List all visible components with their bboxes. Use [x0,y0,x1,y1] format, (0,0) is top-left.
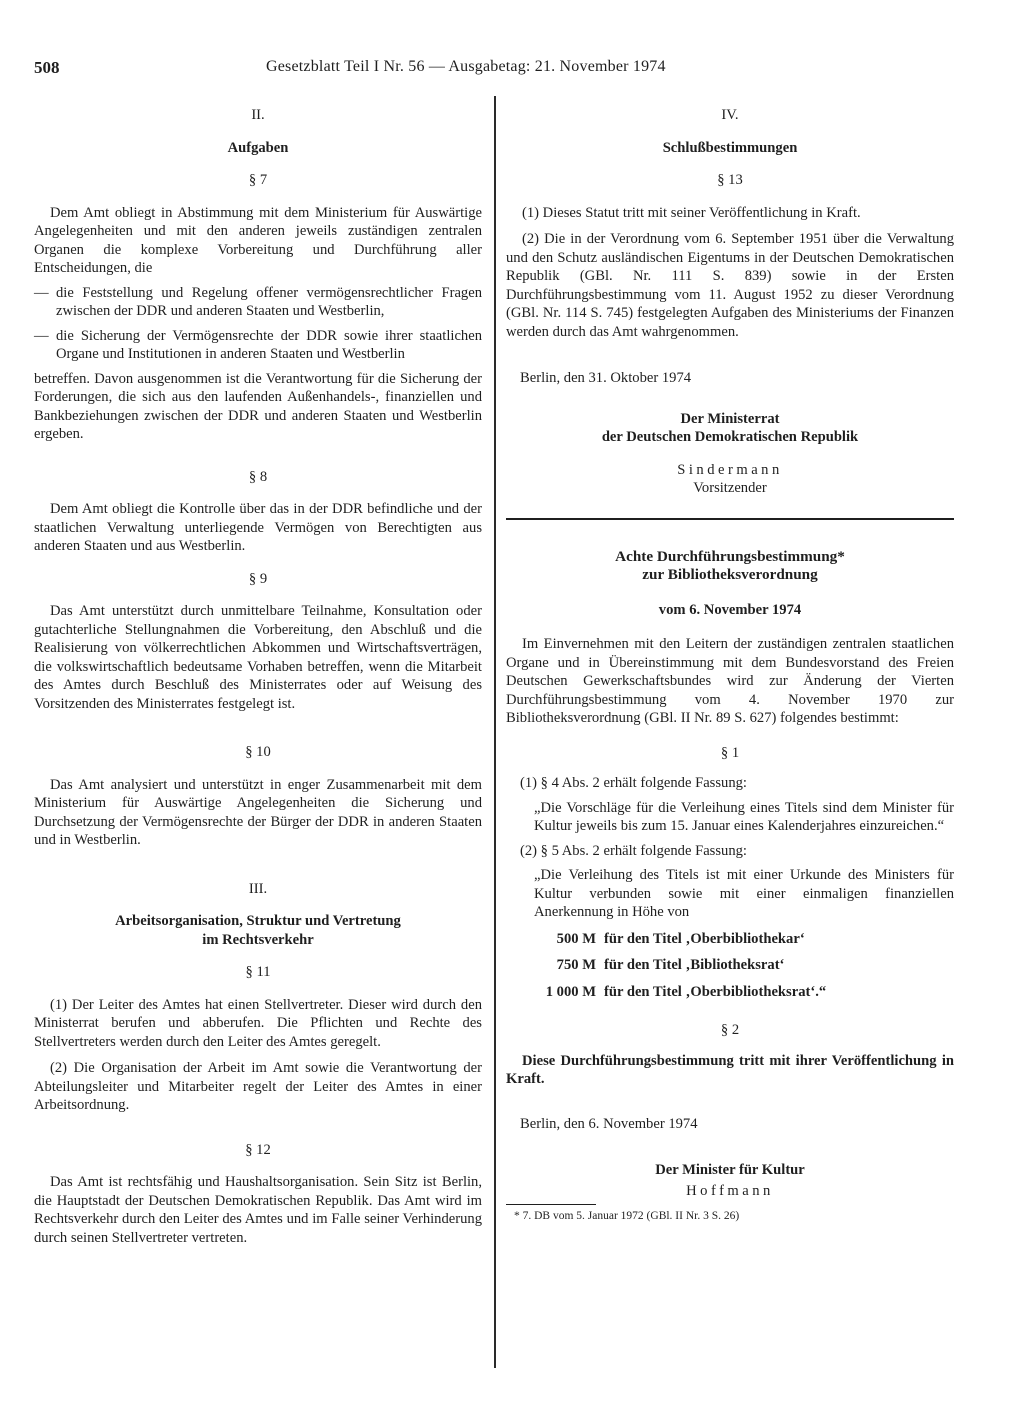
paragraph-heading-9: § 9 [248,570,268,587]
place-date: Berlin, den 31. Oktober 1974 [520,370,692,386]
list-item-text: die Feststellung und Regelung offener vermögensrechtlicher Fragen zwischen der DDR und anderen Staaten und Westberlin, [56,284,482,319]
dash-marker: — [34,284,49,301]
section-heading-iii: III. [248,880,268,897]
paragraph-9-text: Das Amt unterstützt durch unmittelbare Teilnahme, Konsultation oder gutachterliche Stellungnahmen die Vorbereitung, den Abschluß und die Realisierung von völkerrechtlichen Abkommen und Wirtschaftsverträgen, die volkswirtschaftlich bedeutsame Vorhaben betreffen, wenn die Mitarbeit des Amtes durch Beschluß des Ministerrates oder auf Weisung des Vorsitzenden des Ministerrates festgelegt ist. [34,603,482,712]
paragraph-heading-13: § 13 [717,172,743,188]
paragraph-13-1: (1) Dieses Statut tritt mit seiner Veröffentlichung in Kraft. [522,204,861,221]
amount-row [506,930,954,949]
section-title-schlussbestimmungen: Schlußbestimmungen [662,139,798,156]
section-heading-iv: IV. [721,107,739,123]
paragraph-heading-8: § 8 [248,468,268,485]
signatory-title: Vorsitzender [693,480,767,496]
amount-row [506,983,954,1002]
issuer-minister: Der Minister für Kultur [655,1162,805,1178]
issuer-line-2: der Deutschen Demokratischen Republik [601,429,859,445]
footnote-rule [506,1204,596,1205]
paragraph-11-1: (1) Der Leiter des Amtes hat einen Stellvertreter. Dieser wird durch den Ministerrat berufen und abberufen. Die Pflichten und Rechte des Stellvertreters werden durch den Leiter des Amtes geregelt. [34,996,482,1050]
regulation-date: vom 6. November 1974 [658,601,802,618]
amount-title: für den Titel ‚Bibliotheksrat‘ [604,957,785,973]
paragraph-1-2: (2) § 5 Abs. 2 erhält folgende Fassung: [520,842,747,859]
amount-row [506,956,954,975]
paragraph-2-text: Diese Durchführungsbestimmung tritt mit ihrer Veröffentlichung in Kraft. [506,1052,954,1087]
paragraph-heading-11: § 11 [245,964,271,980]
paragraph-7-outro: betreffen. Davon ausgenommen ist die Verantwortung für die Sicherung der Forderungen, die sich aus den laufenden Außenhandels-, finanziellen und Bankbeziehungen zwischen der DDR und anderen Staaten und Westberlin ergeben. [34,370,482,442]
right-column [506,100,954,1223]
paragraph-heading-2: § 2 [720,1022,740,1038]
paragraph-heading-10: § 10 [245,744,271,760]
quote-1: „Die Vorschläge für die Verleihung eines Titels sind dem Minister für Kultur jeweils bis zum 15. Januar eines Kalenderjahres einzureichen.“ [534,799,954,834]
paragraph-7-intro: Dem Amt obliegt in Abstimmung mit dem Ministerium für Auswärtige Angelegenheiten und mit den anderen jeweils zuständigen zentralen Organen die komplexe Vorbereitung und Durchführung aller Entscheidungen, die [34,204,482,276]
amount-value: 750 M [556,957,596,973]
regulation-title-line-1: Achte Durchführungsbestimmung* [615,547,845,565]
paragraph-10-text: Das Amt analysiert und unterstützt in enger Zusammenarbeit mit dem Ministerium für Auswärtige Angelegenheiten die Sicherung und Durchsetzung der Vermögensrechte der Bürger der DDR in anderen Staaten und in Westberlin. [34,776,482,848]
running-head: Gesetzblatt Teil I Nr. 56 — Ausgabetag: 21. November 1974 [266,58,666,75]
list-item-text: die Sicherung der Vermögensrechte der DDR sowie ihrer staatlichen Organe und Institutionen in anderen Staaten und Westberlin [56,327,482,362]
section-divider [506,518,954,520]
page-header [34,58,966,84]
paragraph-8-text: Dem Amt obliegt die Kontrolle über das in der DDR befindliche und der staatlichen Verwaltung unterliegende Vermögen von Berechtigten aus anderen Staaten und aus Westberlin. [34,501,482,554]
quote-2: „Die Verleihung des Titels ist mit einer Urkunde des Ministers für Kultur verbunden sowie mit einer einmaligen finanziellen Anerkennung in Höhe von [534,867,954,920]
paragraph-12-text: Das Amt ist rechtsfähig und Haushaltsorganisation. Sein Sitz ist Berlin, die Hauptstadt der Deutschen Demokratischen Republik. Das Amt wird im Rechtsverkehr durch den Leiter des Amtes und im Falle seiner Verhinderung durch seinen Stellvertreter vertreten. [34,1174,482,1246]
issuer-line-1: Der Ministerrat [680,410,780,427]
section-title-aufgaben: Aufgaben [227,139,289,156]
left-column [34,100,482,1247]
paragraph-11-2: (2) Die Organisation der Arbeit im Amt sowie die Verantwortung der Abteilungsleiter und Mitarbeiter regelt der Leiter des Amtes in einer Arbeitsordnung. [34,1060,482,1113]
signatory-name: Sindermann [677,461,783,478]
dash-marker: — [34,327,49,344]
signatory-name: Hoffmann [686,1182,774,1199]
amount-value: 1 000 M [545,983,596,1000]
paragraph-heading-7: § 7 [248,172,268,188]
amount-value: 500 M [556,930,596,947]
column-divider [494,96,496,1368]
footnote: * 7. DB vom 5. Januar 1972 (GBl. II Nr. 3 S. 26) [514,1210,740,1222]
amount-title: für den Titel ‚Oberbibliotheksrat‘.“ [604,983,827,1000]
regulation-intro: Im Einvernehmen mit den Leitern der zuständigen zentralen staatlichen Organe und in Übereinstimmung mit dem Bundesvorstand des Freien Deutschen Gewerkschaftsbundes wird zur Änderung der Vierten Durchführungsbestimmung vom 4. November 1970 zur Bibliotheksverordnung (GBl. II Nr. 89 S. 627) folgendes bestimmt: [506,636,954,726]
list-item [34,327,482,364]
section-heading-ii: II. [251,107,265,123]
amount-title: für den Titel ‚Oberbibliothekar‘ [604,930,805,947]
place-date: Berlin, den 6. November 1974 [520,1115,698,1132]
section-title-line-1: Arbeitsorganisation, Struktur und Vertretung [115,913,401,929]
list-item [34,284,482,321]
paragraph-13-2: (2) Die in der Verordnung vom 6. September 1951 über die Verwaltung und den Schutz ausländischen Eigentums in der Deutschen Demokratischen Republik (GBl. Nr. 111 S. 839) sowie in der Ersten Durchführungsbestimmung vom 11. August 1952 zu dieser Verordnung (GBl. Nr. 114 S. 745) festgelegten Aufgaben des Ministeriums der Finanzen werden durch das Amt wahrgenommen. [506,231,954,340]
section-title-line-2: im Rechtsverkehr [202,931,314,948]
paragraph-1-1: (1) § 4 Abs. 2 erhält folgende Fassung: [520,775,747,791]
page-number: 508 [34,58,60,77]
paragraph-heading-12: § 12 [245,1141,271,1158]
regulation-title-line-2: zur Bibliotheksverordnung [642,566,818,583]
paragraph-heading-1: § 1 [720,744,740,761]
